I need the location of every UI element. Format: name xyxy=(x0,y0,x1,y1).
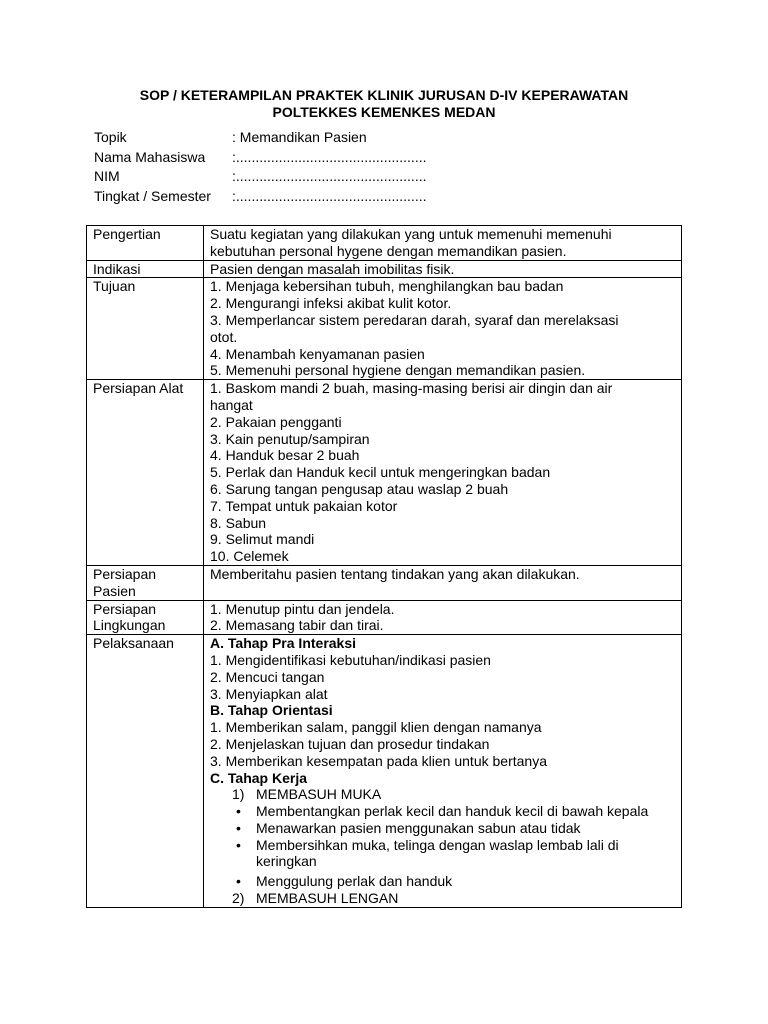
bullet-text: Menggulung perlak dan handuk xyxy=(256,873,453,890)
student-info xyxy=(94,128,426,206)
meta-row-nim xyxy=(94,167,426,187)
bullet-icon: • xyxy=(236,803,241,820)
meta-value: :................................................. xyxy=(232,187,427,204)
numbered-subheading xyxy=(210,786,677,803)
text-line: 7. Tempat untuk pakaian kotor xyxy=(210,497,398,514)
text-line: 3. Kain penutup/sampiran xyxy=(210,430,370,447)
row-persiapan-pasien xyxy=(87,565,682,600)
section-heading: B. Tahap Orientasi xyxy=(210,702,333,719)
bullet-item xyxy=(210,803,677,820)
row-tujuan xyxy=(87,278,682,380)
sop-table xyxy=(86,225,682,908)
row-content xyxy=(204,278,682,380)
row-content xyxy=(204,635,682,908)
meta-row-topik xyxy=(94,128,426,148)
text-line: 10. Celemek xyxy=(210,548,289,565)
title-line-2: POLTEKKES KEMENKES MEDAN xyxy=(272,104,496,120)
text-line: 2. Mencuci tangan xyxy=(210,668,325,685)
sub-title: MEMBASUH LENGAN xyxy=(256,890,399,907)
text-line: otot. xyxy=(210,328,238,345)
meta-row-nama xyxy=(94,148,426,168)
row-label xyxy=(87,600,204,635)
row-content xyxy=(204,260,682,278)
text-line: 3. Memperlancar sistem peredaran darah, syaraf dan merelaksasi xyxy=(210,311,619,328)
text-line: 3. Memberikan kesempatan pada klien untuk bertanya xyxy=(210,752,547,769)
label-line: Persiapan xyxy=(93,600,157,617)
row-label: Persiapan Alat xyxy=(87,380,204,566)
label-line: Pasien xyxy=(93,582,136,599)
row-persiapan-lingkungan xyxy=(87,600,682,635)
row-persiapan-alat xyxy=(87,380,682,566)
row-label: Indikasi xyxy=(87,260,204,278)
sub-title: MEMBASUH MUKA xyxy=(256,786,382,803)
text-line: 1. Menutup pintu dan jendela. xyxy=(210,600,395,617)
row-content xyxy=(204,226,682,261)
row-content xyxy=(204,600,682,635)
text-line: 8. Sabun xyxy=(210,514,267,531)
text-line: 2. Mengurangi infeksi akibat kulit kotor. xyxy=(210,295,452,312)
text-line: 5. Memenuhi personal hygiene dengan memandikan pasien. xyxy=(210,362,586,379)
row-label: Pengertian xyxy=(87,226,204,261)
text-line: 4. Menambah kenyamanan pasien xyxy=(210,345,425,362)
text-line: Pasien dengan masalah imobilitas fisik. xyxy=(210,260,455,277)
meta-label: Topik xyxy=(94,129,127,145)
label-line: Lingkungan xyxy=(93,617,166,634)
sub-number: 2) xyxy=(232,890,245,907)
meta-label: NIM xyxy=(94,168,120,184)
text-line: 2. Pakaian pengganti xyxy=(210,413,342,430)
numbered-subheading xyxy=(210,890,677,907)
bullet-icon: • xyxy=(236,836,241,853)
row-label: Tujuan xyxy=(87,278,204,380)
text-line: 5. Perlak dan Handuk kecil untuk mengeringkan badan xyxy=(210,464,551,481)
document-title xyxy=(0,87,768,121)
row-label: Pelaksanaan xyxy=(87,635,204,908)
row-pelaksanaan xyxy=(87,635,682,908)
bullet-text: Membersihkan muka, telinga dengan waslap lembab lali di keringkan xyxy=(256,836,619,870)
meta-row-tingkat xyxy=(94,187,426,207)
meta-value: :................................................. xyxy=(232,148,427,165)
meta-value: : Memandikan Pasien xyxy=(232,129,367,145)
section-heading: A. Tahap Pra Interaksi xyxy=(210,635,357,652)
text-line: 9. Selimut mandi xyxy=(210,531,315,548)
sub-number: 1) xyxy=(232,786,245,803)
text-line: Memberitahu pasien tentang tindakan yang akan dilakukan. xyxy=(210,565,580,582)
section-heading: C. Tahap Kerja xyxy=(210,769,307,786)
bullet-item xyxy=(210,820,677,837)
bullet-icon: • xyxy=(236,819,241,836)
text-line: 1. Memberikan salam, panggil klien dengan namanya xyxy=(210,719,542,736)
text-line: 2. Menjelaskan tujuan dan prosedur tindakan xyxy=(210,735,490,752)
title-line-1: SOP / KETERAMPILAN PRAKTEK KLINIK JURUSAN D-IV KEPERAWATAN xyxy=(139,87,629,103)
bullet-item xyxy=(210,873,677,890)
bullet-icon: • xyxy=(236,873,241,890)
bullet-item xyxy=(210,837,677,871)
meta-value: :................................................. xyxy=(232,168,427,184)
text-line: 2. Memasang tabir dan tirai. xyxy=(210,617,384,634)
text-line: 1. Baskom mandi 2 buah, masing-masing berisi air dingin dan air xyxy=(210,380,613,397)
row-content xyxy=(204,565,682,600)
label-line: Persiapan xyxy=(93,565,157,582)
text-line: 1. Menjaga kebersihan tubuh, menghilangkan bau badan xyxy=(210,278,564,295)
meta-label: Tingkat / Semester xyxy=(94,187,211,204)
meta-label: Nama Mahasiswa xyxy=(94,148,206,165)
bullet-text: Membentangkan perlak kecil dan handuk kecil di bawah kepala xyxy=(256,803,649,820)
text-line: Suatu kegiatan yang dilakukan yang untuk memenuhi memenuhi xyxy=(210,226,612,242)
text-line: 6. Sarung tangan pengusap atau waslap 2 buah xyxy=(210,480,509,497)
bullet-text: Menawarkan pasien menggunakan sabun atau tidak xyxy=(256,819,581,836)
row-label xyxy=(87,565,204,600)
text-line: hangat xyxy=(210,396,253,413)
text-line: kebutuhan personal hygene dengan memandikan pasien. xyxy=(210,242,567,259)
row-indikasi xyxy=(87,260,682,278)
text-line: 4. Handuk besar 2 buah xyxy=(210,447,360,464)
text-line: 1. Mengidentifikasi kebutuhan/indikasi pasien xyxy=(210,651,491,668)
row-pengertian xyxy=(87,226,682,261)
text-line: 3. Menyiapkan alat xyxy=(210,685,328,702)
row-content xyxy=(204,380,682,566)
